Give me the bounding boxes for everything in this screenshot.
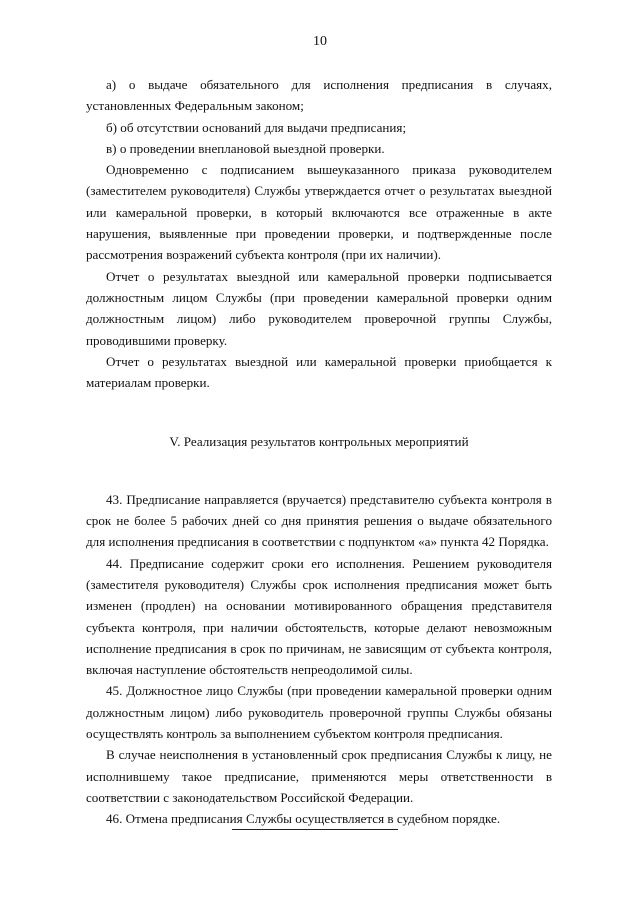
page-number: 10: [313, 34, 327, 49]
paragraph-subitem-b: б) об отсутствии оснований для выдачи предписания;: [106, 119, 407, 135]
paragraph-report-attachment: Отчет о результатах выездной или камеральной проверки приобщается к материалам проверки.: [86, 353, 552, 391]
paragraph-subitem-v: в) о проведении внеплановой выездной проверки.: [106, 140, 385, 156]
paragraph-non-compliance: В случае неисполнения в установленный срок предписания Службы к лицу, не исполнившему такое предписание, применяются меры ответственности в соответствии с законодательством Российской Федерации.: [86, 747, 552, 805]
paragraph-item-43: 43. Предписание направляется (вручается) представителю субъекта контроля в срок не более 5 рабочих дней со дня принятия решения о выдаче обязательного для исполнения предписания в соответствии с подпунктом «а» пункта 42 Порядка.: [86, 491, 552, 550]
section-heading: V. Реализация результатов контрольных мероприятий: [169, 434, 469, 450]
paragraph-item-46: 46. Отмена предписания Службы осуществляется в судебном порядке.: [106, 811, 501, 827]
paragraph-report-signing: Отчет о результатах выездной или камеральной проверки подписывается должностным лицом Службы (при проведении камеральной проверки одним должностным лицом) либо руководителем проверочной группы Службы, проводившими проверку.: [86, 268, 552, 348]
document-body: [86, 74, 552, 830]
paragraph-subitem-a: а) о выдаче обязательного для исполнения предписания в случаях, установленных Федеральным законом;: [86, 77, 552, 114]
paragraph-report-approval: Одновременно с подписанием вышеуказанного приказа руководителем (заместителем руководителя) Службы утверждается отчет о результатах выездной или камеральной проверки, в который включаются все отраженные в акте нарушения, выявленные при проведении проверки, и подтвержденные после рассмотрения возражений субъекта контроля (при их наличии).: [86, 162, 552, 263]
end-divider-line: [232, 829, 398, 830]
paragraph-item-45: 45. Должностное лицо Службы (при проведении камеральной проверки одним должностным лицом) либо руководитель проверочной группы Службы обязаны осуществлять контроль за выполнением субъектом контроля предписания.: [86, 683, 552, 742]
paragraph-item-44: 44. Предписание содержит сроки его исполнения. Решением руководителя (заместителя руководителя) Службы срок исполнения предписания может быть изменен (продлен) на основании мотивированного обращения представителя субъекта контроля, при наличии обстоятельств, которые делают невозможным исполнение предписания в срок по причинам, не зависящим от субъекта контроля, включая наступление обстоятельств непреодолимой силы.: [86, 555, 552, 678]
